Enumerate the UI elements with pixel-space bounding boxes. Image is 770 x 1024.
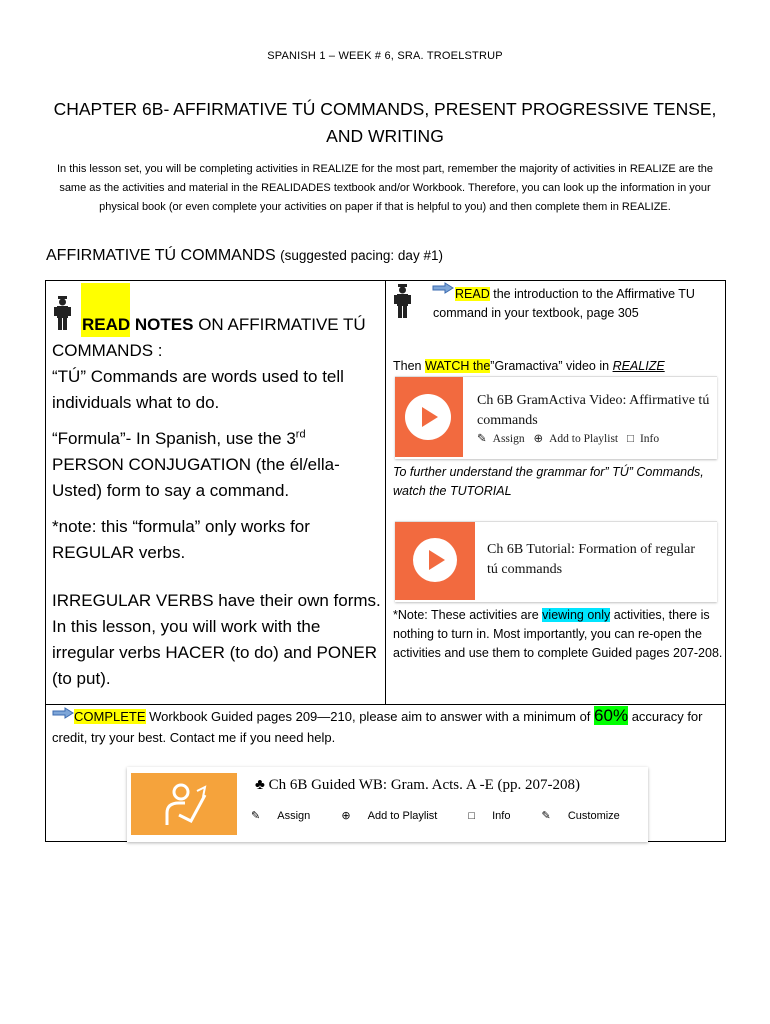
read-textbook-instruction [433, 285, 723, 323]
wb-info[interactable] [468, 810, 524, 822]
notes-heading-rest: ON AFFIRMATIVE TÚ COMMANDS : [52, 315, 366, 360]
assign-icon: ✎ [477, 433, 487, 445]
info-icon: □ [468, 810, 479, 822]
video2-title[interactable]: Ch 6B Tutorial: Formation of regular tú commands [487, 542, 696, 577]
info-icon: □ [627, 433, 634, 445]
viewing-only-note [393, 606, 723, 663]
video1-title[interactable]: Ch 6B GramActiva Video: Affirmative tú commands [477, 393, 710, 428]
workbook-thumbnail [131, 773, 237, 835]
chapter-title: CHAPTER 6B- AFFIRMATIVE TÚ COMMANDS, PRESENT PROGRESSIVE TENSE, AND WRITING [53, 99, 717, 146]
formula-text-rest: PERSON CONJUGATION (the él/ella-Usted) form to say a command. [52, 455, 340, 500]
wb-playlist[interactable] [341, 810, 451, 822]
wb-assign[interactable] [251, 810, 324, 822]
read-instruction-text: the introduction to the Affirmative TU command in your textbook, page 305 [433, 287, 695, 320]
complete-highlight: COMPLETE [74, 709, 146, 724]
complete-text-a: Workbook Guided pages 209—210, please aim to answer with a minimum of [149, 709, 591, 724]
watch-instruction [393, 357, 723, 376]
wb-info-label: Info [492, 810, 511, 822]
video1-actions [477, 431, 665, 445]
wb-customize[interactable] [542, 810, 634, 822]
workbook-actions [251, 809, 648, 822]
table-border-divider [385, 280, 386, 704]
tutorial-video-card[interactable] [395, 521, 717, 602]
tutorial-instruction: To further understand the grammar for” TÚ” Commands, watch the TUTORIAL [393, 465, 704, 498]
assign-icon: ✎ [251, 810, 264, 822]
video1-info[interactable]: Info [639, 433, 660, 445]
intro-paragraph: In this lesson set, you will be completing activities in REALIZE for the most part, remember the majority of activities in REALIZE are the same as the activities and material in the REALIDADES textbook and/or Workbook. Therefore, you can look up the information in your physical book (or even complete your activities on paper if that is helpful to you) and then complete them in REALIZE. [57, 163, 713, 213]
playlist-icon: ⊕ [533, 433, 544, 445]
workbook-title[interactable] [255, 777, 580, 794]
complete-instruction [52, 705, 720, 748]
section-heading [46, 247, 443, 265]
notes-paragraph-1: “TÚ” Commands are words used to tell individuals what to do. [52, 367, 344, 412]
wb-playlist-label: Add to Playlist [367, 810, 438, 822]
read-highlight-right: READ [455, 287, 490, 301]
person-pointing-icon-right [394, 284, 412, 318]
add-icon: ⊕ [341, 810, 354, 822]
activity-table [45, 280, 726, 842]
notes-paragraph-2 [52, 426, 382, 504]
notes-paragraph-4: IRREGULAR VERBS have their own forms. In this lesson, you will work with the irregular verbs HACER (to do) and PONER (to put). [52, 591, 381, 688]
then-text: Then [393, 359, 422, 373]
realize-link[interactable]: REALIZE [612, 359, 665, 373]
video-thumbnail [395, 377, 463, 457]
watch-highlight: WATCH the [424, 359, 491, 373]
wb-assign-label: Assign [277, 810, 311, 822]
student-writing-icon [161, 781, 209, 829]
tutorial-thumbnail [395, 522, 475, 600]
notes-paragraph-3: *note: this “formula” only works for REGULAR verbs. [52, 517, 310, 562]
formula-superscript: rd [295, 428, 306, 441]
table-border-right [725, 280, 726, 842]
workbook-type-icon: ♣ [255, 777, 265, 793]
workbook-title-text[interactable]: Ch 6B Guided WB: Gram. Acts. A -E (pp. 207-208) [268, 777, 580, 793]
note-text-b: activities, there is nothing to turn in. Most importantly, you can re-open the activities and use them to complete Guided pages 207-208. [393, 608, 723, 660]
pacing-note: (suggested pacing: day #1) [280, 248, 443, 263]
wb-customize-label: Customize [567, 810, 620, 822]
section-heading-text: AFFIRMATIVE TÚ COMMANDS [46, 247, 276, 264]
play-icon [405, 394, 451, 440]
notes-block [52, 312, 382, 702]
table-border-left [45, 280, 46, 842]
viewing-only-highlight: viewing only [542, 608, 611, 622]
gramactiva-video-card[interactable] [395, 376, 717, 459]
watch-text: ”Gramactiva” video in [490, 359, 610, 373]
notes-label: NOTES [134, 315, 194, 334]
play-icon-2 [413, 538, 457, 582]
video1-playlist[interactable]: Add to Playlist [549, 433, 619, 445]
guided-workbook-card[interactable] [127, 767, 648, 842]
formula-text: “Formula”- In Spanish, use the 3 [52, 429, 296, 448]
edit-icon: ✎ [541, 810, 554, 822]
complete-text-b: accuracy for credit, try your best. Contact me if you need help. [52, 709, 703, 745]
read-label: READ [82, 315, 131, 334]
page-header: SPANISH 1 – WEEK # 6, SRA. TROELSTRUP [267, 50, 503, 62]
video1-assign[interactable]: Assign [492, 433, 525, 445]
accuracy-percent: 60% [594, 706, 629, 725]
note-text-a: *Note: These activities are [393, 608, 539, 622]
